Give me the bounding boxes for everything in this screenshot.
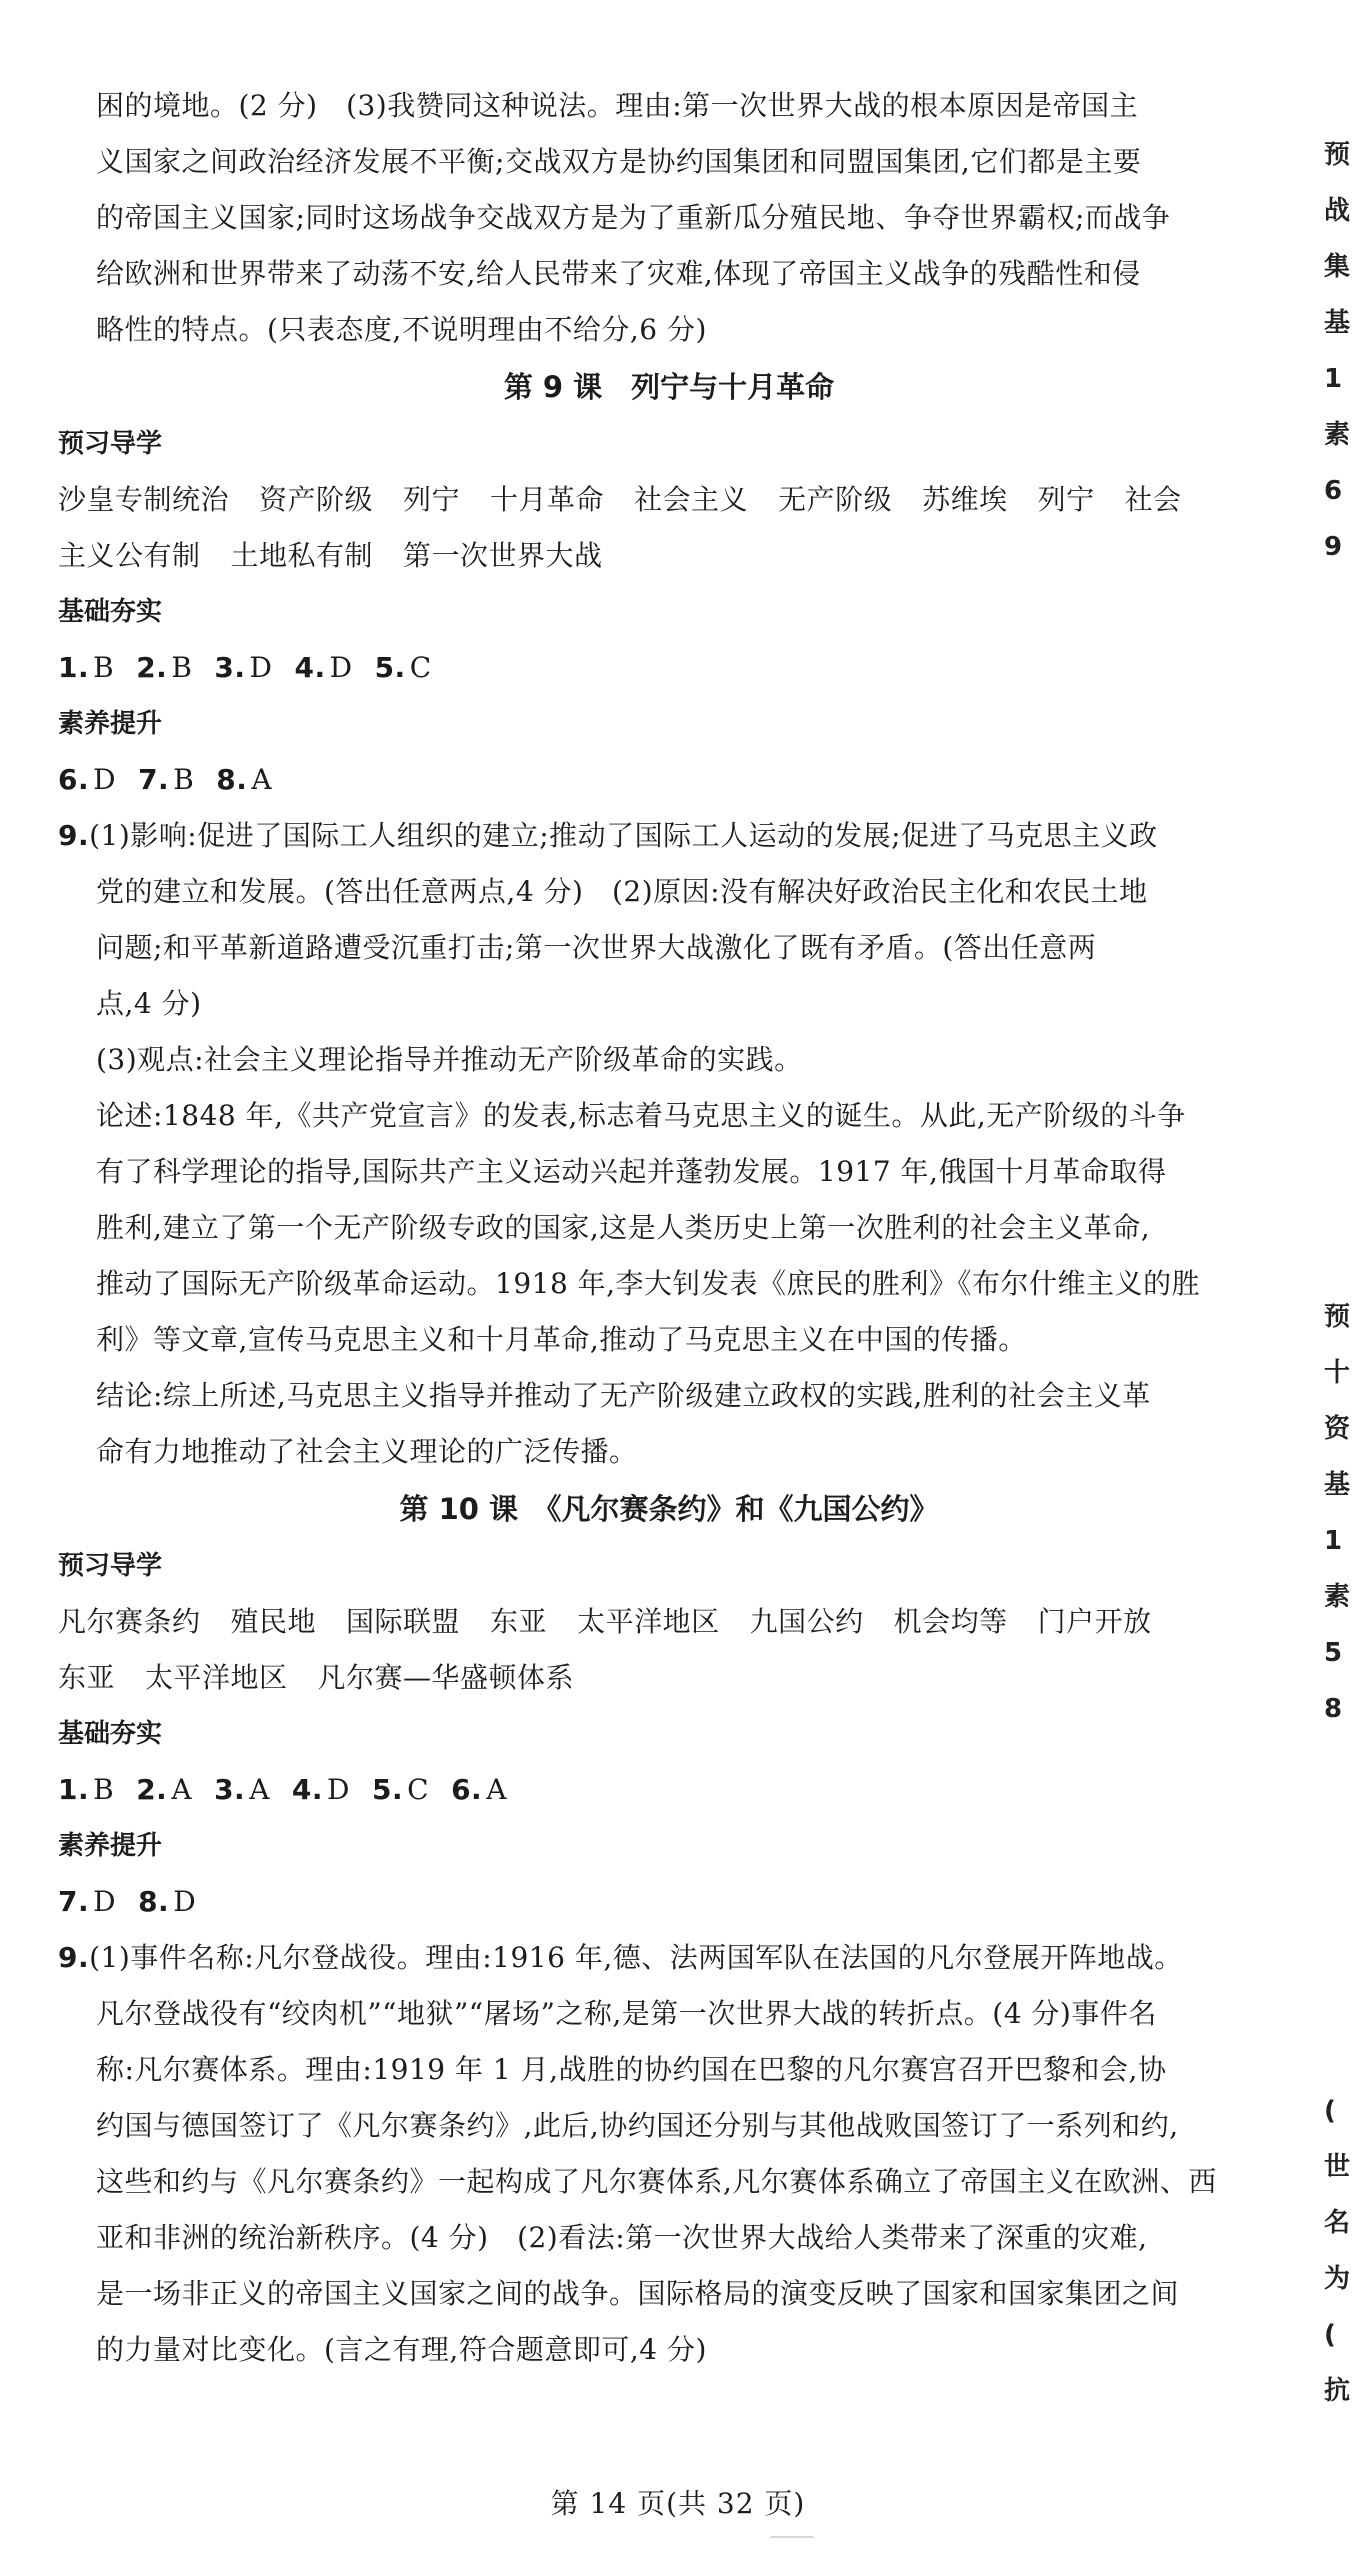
- lesson9-preview-head: 预习导学: [58, 429, 163, 459]
- answer-choice: C: [409, 651, 432, 684]
- answer-text-line: 党的建立和发展。(答出任意两点,4 分) (2)原因:没有解决好政治民主化和农民土地: [96, 875, 1148, 908]
- answer-number: 4.: [291, 1773, 324, 1806]
- preview-term: 凡尔赛条约: [58, 1605, 201, 1638]
- adjacent-page-strip: [1318, 0, 1356, 2552]
- answer-item: [136, 1773, 192, 1806]
- preview-term: 主义公有制: [58, 539, 201, 572]
- answer-choice: A: [486, 1773, 507, 1806]
- adjacent-page-fragment: 基: [1324, 1470, 1351, 1500]
- adjacent-page-fragment: 资: [1324, 1414, 1351, 1444]
- adjacent-page-fragment: 为: [1324, 2264, 1351, 2294]
- preview-term: 太平洋地区: [145, 1661, 288, 1694]
- adjacent-page-fragment: 世: [1324, 2152, 1351, 2182]
- answer-choice: A: [251, 763, 273, 796]
- answer-number: 6.: [451, 1773, 483, 1806]
- answer-text-line: 命有力地推动了社会主义理论的广泛传播。: [96, 1435, 638, 1468]
- intro-line: 给欧洲和世界带来了动荡不安,给人民带来了灾难,体现了帝国主义战争的残酷性和侵: [96, 257, 1141, 290]
- answer-number: 1.: [58, 651, 90, 684]
- lesson9-q9-first-text: (1)影响:促进了国际工人组织的建立;推动了国际工人运动的发展;促进了马克思主义政: [89, 819, 1158, 852]
- preview-term: 社会主义: [634, 483, 749, 516]
- adjacent-page-fragment: 9: [1324, 532, 1343, 562]
- answer-text-line: 凡尔登战役有“绞肉机”“地狱”“屠场”之称,是第一次世界大战的转折点。(4 分)事件名: [96, 1997, 1157, 2030]
- answer-number: 2.: [136, 651, 168, 684]
- preview-term: 殖民地: [230, 1605, 317, 1638]
- answer-text-line: 利》等文章,宣传马克思主义和十月革命,推动了马克思主义在中国的传播。: [96, 1323, 1027, 1356]
- answer-text-line: 胜利,建立了第一个无产阶级专政的国家,这是人类历史上第一次胜利的社会主义革命,: [96, 1211, 1151, 1244]
- answer-item: [451, 1773, 507, 1806]
- answer-item: [136, 651, 192, 684]
- adjacent-page-fragment: 抗: [1324, 2376, 1351, 2406]
- intro-block: [58, 78, 1280, 358]
- answer-item: [372, 1773, 429, 1806]
- answer-item: [58, 763, 116, 796]
- answer-choice: D: [327, 1773, 350, 1806]
- adjacent-page-fragment: (: [1324, 2096, 1336, 2126]
- answer-choice: D: [93, 763, 117, 796]
- adjacent-page-fragment: 素: [1324, 1582, 1351, 1612]
- lesson10-preview-terms-1: [58, 1594, 1280, 1650]
- preview-term: 十月革命: [490, 483, 605, 516]
- preview-term: 凡尔赛—华盛顿体系: [317, 1661, 575, 1694]
- page-footer: 第 14 页(共 32 页): [550, 2487, 806, 2520]
- answer-item: [214, 1773, 270, 1806]
- answer-choice: D: [173, 1885, 197, 1918]
- answer-number: 1.: [58, 1773, 90, 1806]
- preview-term: 土地私有制: [230, 539, 374, 572]
- answer-choice: C: [407, 1773, 430, 1806]
- answer-item: [375, 651, 432, 684]
- answer-item: [58, 651, 114, 684]
- answer-item: [216, 763, 272, 796]
- answer-number: 8.: [138, 1885, 170, 1918]
- lesson10-improve-answers: [58, 1874, 1280, 1930]
- answer-item: [294, 651, 352, 684]
- preview-term: 门户开放: [1037, 1605, 1152, 1638]
- answer-number: 8.: [216, 763, 248, 796]
- preview-term: 国际联盟: [346, 1605, 461, 1638]
- lesson9-improve-head: 素养提升: [58, 709, 163, 739]
- lesson10-basic-head: 基础夯实: [58, 1719, 163, 1749]
- lesson9-q9-first-line: [58, 808, 1280, 864]
- answer-number: 4.: [294, 651, 326, 684]
- answer-item: [138, 1885, 196, 1918]
- answer-text-line: 点,4 分): [96, 987, 202, 1020]
- answer-text-line: 的力量对比变化。(言之有理,符合题意即可,4 分): [96, 2333, 707, 2366]
- lesson9-q9-number: 9.: [58, 819, 90, 852]
- lesson10-q9-first-line: [58, 1930, 1280, 1986]
- preview-term: 苏维埃: [922, 483, 1008, 516]
- preview-term: 东亚: [490, 1605, 548, 1638]
- answer-number: 5.: [372, 1773, 404, 1806]
- adjacent-page-fragment: 1: [1324, 364, 1343, 394]
- answer-item: [138, 763, 194, 796]
- lesson10-preview-terms-2: [58, 1650, 1280, 1706]
- answer-number: 7.: [58, 1885, 90, 1918]
- answer-choice: B: [173, 763, 195, 796]
- answer-text-line: 这些和约与《凡尔赛条约》一起构成了凡尔赛体系,凡尔赛体系确立了帝国主义在欧洲、西: [96, 2165, 1217, 2198]
- adjacent-page-fragment: 预: [1324, 1302, 1351, 1332]
- preview-term: 第一次世界大战: [403, 539, 603, 572]
- preview-term: 社会: [1124, 483, 1182, 516]
- answer-number: 5.: [374, 651, 406, 684]
- bottom-divider: [770, 2536, 814, 2538]
- adjacent-page-fragment: 基: [1324, 308, 1351, 338]
- lesson9-basic-answers: [58, 640, 1280, 696]
- answer-item: [292, 1773, 350, 1806]
- answer-number: 3.: [214, 1773, 246, 1806]
- preview-term: 列宁: [403, 483, 461, 516]
- lesson10-title: 第 10 课 《凡尔赛条约》和《九国公约》: [399, 1492, 939, 1526]
- answer-item: [58, 1773, 114, 1806]
- preview-term: 无产阶级: [778, 483, 893, 516]
- answer-choice: A: [171, 1773, 193, 1806]
- answer-text-line: (3)观点:社会主义理论指导并推动无产阶级革命的实践。: [96, 1043, 803, 1076]
- answer-choice: B: [93, 651, 115, 684]
- lesson10-q9-body: [58, 1986, 1280, 2378]
- answer-item: [214, 651, 272, 684]
- preview-term: 东亚: [58, 1661, 116, 1694]
- intro-line: 义国家之间政治经济发展不平衡;交战双方是协约国集团和同盟国集团,它们都是主要: [96, 145, 1142, 178]
- answer-text-line: 约国与德国签订了《凡尔赛条约》,此后,协约国还分别与其他战败国签订了一系列和约,: [96, 2109, 1179, 2142]
- lesson10-q9-number: 9.: [58, 1941, 90, 1974]
- preview-term: 机会均等: [893, 1605, 1008, 1638]
- answer-item: [58, 1885, 116, 1918]
- intro-line: 略性的特点。(只表态度,不说明理由不给分,6 分): [96, 313, 707, 346]
- answer-number: 3.: [214, 651, 246, 684]
- adjacent-page-fragment: (: [1324, 2320, 1336, 2350]
- lesson10-improve-head: 素养提升: [58, 1831, 163, 1861]
- answer-text-line: 结论:综上所述,马克思主义指导并推动了无产阶级建立政权的实践,胜利的社会主义革: [96, 1379, 1151, 1412]
- lesson10-q9-first-text: (1)事件名称:凡尔登战役。理由:1916 年,德、法两国军队在法国的凡尔登展开阵地战。: [89, 1941, 1183, 1974]
- preview-term: 九国公约: [749, 1605, 864, 1638]
- intro-line: 的帝国主义国家;同时这场战争交战双方是为了重新瓜分殖民地、争夺世界霸权;而战争: [96, 201, 1171, 234]
- adjacent-page-fragment: 集: [1324, 252, 1351, 282]
- adjacent-page-fragment: 1: [1324, 1526, 1343, 1556]
- lesson9-basic-head: 基础夯实: [58, 597, 163, 627]
- preview-term: 太平洋地区: [577, 1605, 720, 1638]
- answer-number: 2.: [136, 1773, 168, 1806]
- lesson9-preview-terms-1: [58, 472, 1280, 528]
- page-content: [58, 78, 1280, 2378]
- adjacent-page-fragment: 5: [1324, 1638, 1343, 1668]
- answer-number: 6.: [58, 763, 90, 796]
- preview-term: 资产阶级: [259, 483, 374, 516]
- lesson9-title: 第 9 课 列宁与十月革命: [503, 370, 835, 404]
- preview-term: 沙皇专制统治: [58, 483, 230, 516]
- answer-text-line: 论述:1848 年,《共产党宣言》的发表,标志着马克思主义的诞生。从此,无产阶级的斗争: [96, 1099, 1186, 1132]
- lesson9-q9-body: [58, 864, 1280, 1480]
- answer-text-line: 问题;和平革新道路遭受沉重打击;第一次世界大战激化了既有矛盾。(答出任意两: [96, 931, 1097, 964]
- preview-term: 列宁: [1037, 483, 1095, 516]
- lesson10-preview-head: 预习导学: [58, 1551, 163, 1581]
- answer-choice: B: [93, 1773, 115, 1806]
- lesson9-preview-terms-2: [58, 528, 1280, 584]
- answer-text-line: 是一场非正义的帝国主义国家之间的战争。国际格局的演变反映了国家和国家集团之间: [96, 2277, 1180, 2310]
- adjacent-page-fragment: 8: [1324, 1694, 1343, 1724]
- lesson9-improve-answers: [58, 752, 1280, 808]
- answer-text-line: 亚和非洲的统治新秩序。(4 分) (2)看法:第一次世界大战给人类带来了深重的灾难,: [96, 2221, 1148, 2254]
- adjacent-page-fragment: 6: [1324, 476, 1343, 506]
- answer-text-line: 称:凡尔赛体系。理由:1919 年 1 月,战胜的协约国在巴黎的凡尔赛宫召开巴黎和会,协: [96, 2053, 1167, 2086]
- answer-text-line: 有了科学理论的指导,国际共产主义运动兴起并蓬勃发展。1917 年,俄国十月革命取得: [96, 1155, 1167, 1188]
- adjacent-page-fragment: 战: [1324, 196, 1351, 226]
- lesson10-basic-answers: [58, 1762, 1280, 1818]
- adjacent-page-fragment: 素: [1324, 420, 1351, 450]
- answer-choice: D: [249, 651, 273, 684]
- answer-choice: D: [329, 651, 353, 684]
- intro-line: 困的境地。(2 分) (3)我赞同这种说法。理由:第一次世界大战的根本原因是帝国主: [96, 89, 1139, 122]
- answer-text-line: 推动了国际无产阶级革命运动。1918 年,李大钊发表《庶民的胜利》《布尔什维主义的胜: [96, 1267, 1201, 1300]
- adjacent-page-fragment: 预: [1324, 140, 1351, 170]
- answer-choice: D: [93, 1885, 117, 1918]
- answer-number: 7.: [138, 763, 170, 796]
- adjacent-page-fragment: 十: [1324, 1358, 1351, 1388]
- answer-choice: B: [171, 651, 193, 684]
- answer-choice: A: [249, 1773, 270, 1806]
- adjacent-page-fragment: 名: [1324, 2208, 1351, 2238]
